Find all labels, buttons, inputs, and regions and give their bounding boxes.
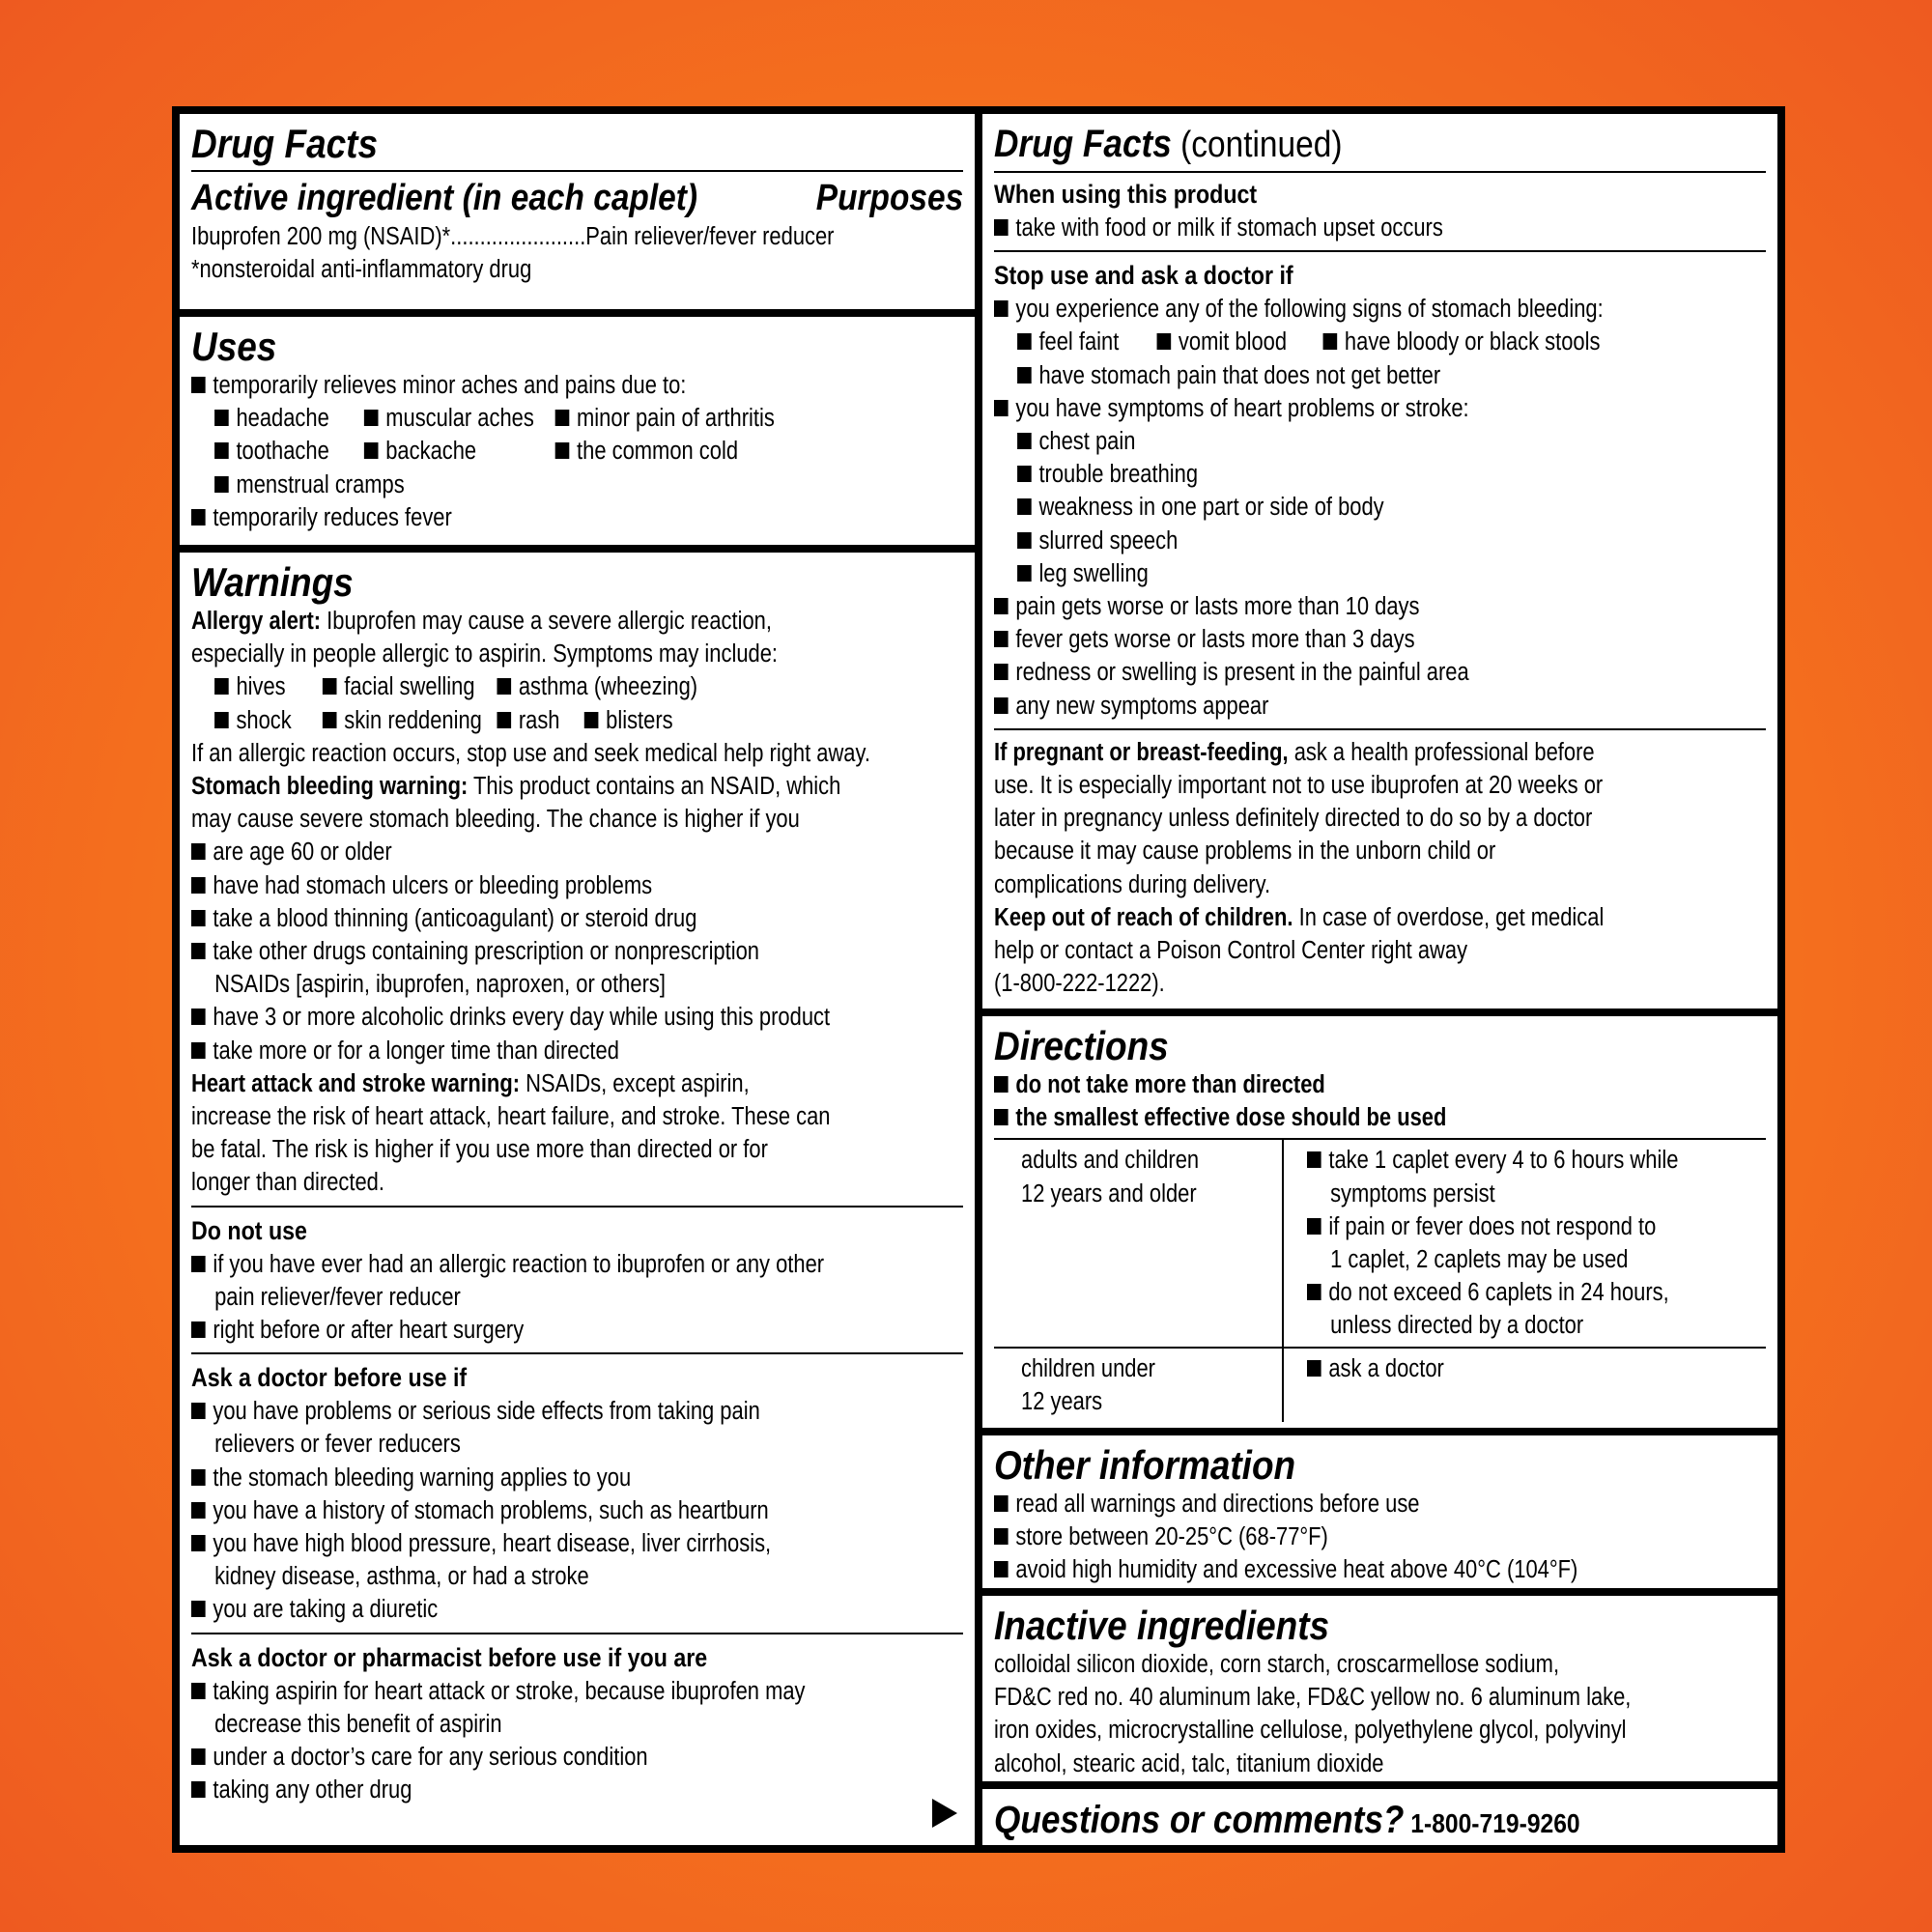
inactive-ingredients-text: alcohol, stearic acid, talc, titanium dioxide: [994, 1749, 1384, 1777]
questions-label: Questions or comments?: [994, 1799, 1405, 1841]
bullet-square-icon: [1017, 433, 1032, 449]
stomach-item: have 3 or more alcoholic drinks every day while using this product: [213, 1004, 831, 1032]
divider: [191, 1352, 963, 1354]
divider: [191, 1633, 963, 1634]
uses-sub-item: minor pain of arthritis: [577, 405, 775, 433]
bullet-square-icon: [994, 300, 1009, 317]
bullet-square-icon: [214, 712, 229, 728]
symptom-item: facial swelling: [344, 673, 475, 701]
dosage-age-group: 12 years: [1021, 1387, 1103, 1415]
bullet-square-icon: [1307, 1151, 1321, 1168]
bullet-square-icon: [1017, 466, 1032, 482]
allergy-alert-text: especially in people allergic to aspirin. Symptoms may include:: [191, 640, 779, 668]
bullet-square-icon: [191, 910, 206, 926]
uses-sub-item: menstrual cramps: [236, 470, 405, 498]
bullet-square-icon: [214, 476, 229, 493]
bullet-square-icon: [191, 1009, 206, 1025]
dosage-age-group: adults and children: [1021, 1147, 1200, 1175]
bullet-square-icon: [191, 1535, 206, 1551]
stop-use-item: you experience any of the following signs of stomach bleeding:: [1015, 296, 1604, 324]
bullet-square-icon: [994, 1528, 1009, 1545]
bullet-square-icon: [191, 1256, 206, 1272]
when-using-heading: When using this product: [994, 180, 1258, 209]
directions-item: do not take more than directed: [1015, 1071, 1325, 1098]
ask-doctor-item-cont: relievers or fever reducers: [214, 1431, 461, 1459]
pregnancy-text: later in pregnancy unless definitely directed to do so by a doctor: [994, 805, 1593, 833]
dosage-age-group: 12 years and older: [1021, 1179, 1197, 1208]
keep-out-text: In case of overdose, get medical: [1293, 903, 1605, 931]
heart-warning-label: Heart attack and stroke warning:: [191, 1069, 521, 1097]
bullet-square-icon: [1017, 367, 1032, 384]
ask-doctor-item: the stomach bleeding warning applies to you: [213, 1463, 632, 1492]
bullet-square-icon: [994, 697, 1009, 714]
pregnancy-text: because it may cause problems in the unborn child or: [994, 838, 1496, 866]
stop-use-sub-item: vomit blood: [1178, 328, 1288, 356]
active-ingredient-heading: Active ingredient (in each caplet): [191, 178, 698, 218]
bullet-square-icon: [214, 410, 229, 426]
uses-item: temporarily relieves minor aches and pains due to:: [213, 372, 687, 399]
stop-use-item: fever gets worse or lasts more than 3 days: [1015, 626, 1415, 654]
other-information-item: avoid high humidity and excessive heat above 40°C (104°F): [1015, 1556, 1578, 1584]
keep-out-label: Keep out of reach of children.: [994, 903, 1293, 931]
inactive-ingredients-box: [982, 1596, 1777, 1781]
bullet-square-icon: [1157, 333, 1172, 350]
symptom-item: hives: [236, 673, 286, 701]
bullet-square-icon: [364, 442, 379, 459]
allergy-alert-text: Ibuprofen may cause a severe allergic reaction,: [321, 608, 772, 635]
stop-use-sub-item: have stomach pain that does not get better: [1038, 361, 1441, 389]
bullet-square-icon: [555, 410, 570, 426]
dosage-table: [994, 1140, 1766, 1422]
bullet-square-icon: [1307, 1360, 1321, 1377]
other-information-item: store between 20-25°C (68-77°F): [1015, 1523, 1328, 1551]
directions-heading: Directions: [994, 1023, 1169, 1068]
bullet-square-icon: [497, 712, 511, 728]
dosage-instruction: ask a doctor: [1328, 1354, 1444, 1382]
dosage-instruction-cont: unless directed by a doctor: [1330, 1312, 1584, 1340]
uses-sub-item: toothache: [236, 438, 329, 466]
stomach-item: are age 60 or older: [213, 838, 392, 867]
drug-facts-title: Drug Facts: [191, 121, 379, 166]
symptom-item: rash: [518, 706, 560, 734]
stomach-item: have had stomach ulcers or bleeding problems: [213, 871, 653, 899]
bullet-square-icon: [191, 1683, 206, 1699]
dosage-age-group: children under: [1021, 1354, 1155, 1382]
pregnancy-text: use. It is especially important not to use ibuprofen at 20 weeks or: [994, 772, 1604, 800]
bullet-square-icon: [994, 400, 1009, 416]
allergy-instruction: If an allergic reaction occurs, stop use and seek medical help right away.: [191, 739, 870, 767]
bullet-square-icon: [214, 678, 229, 695]
ask-doctor-item: you have problems or serious side effects from taking pain: [213, 1398, 760, 1426]
drug-facts-title-continued: Drug Facts: [994, 123, 1172, 165]
bullet-square-icon: [191, 377, 206, 393]
stop-use-item: you have symptoms of heart problems or stroke:: [1015, 394, 1469, 422]
stop-use-heading: Stop use and ask a doctor if: [994, 261, 1293, 291]
stop-use-item: redness or swelling is present in the painful area: [1015, 659, 1469, 687]
symptom-item: blisters: [606, 706, 673, 734]
right-column: [982, 114, 1777, 1845]
stomach-warning-label: Stomach bleeding warning:: [191, 773, 469, 801]
uses-box: [180, 317, 975, 545]
bullet-square-icon: [191, 1042, 206, 1059]
nsaid-footnote: *nonsteroidal anti-inflammatory drug: [191, 256, 532, 284]
other-information-heading: Other information: [994, 1442, 1296, 1488]
bullet-square-icon: [497, 678, 511, 695]
bullet-square-icon: [191, 1403, 206, 1419]
stomach-warning-text: may cause severe stomach bleeding. The chance is higher if you: [191, 806, 800, 834]
ingredient-line: Ibuprofen 200 mg (NSAID)*.......................Pain reliever/fever reducer: [191, 223, 835, 250]
uses-sub-item: backache: [385, 438, 477, 466]
ask-doctor-item: you are taking a diuretic: [213, 1596, 439, 1624]
divider: [994, 728, 1766, 730]
bullet-square-icon: [191, 1781, 206, 1798]
dosage-row-children: [994, 1348, 1766, 1422]
ask-doctor-item: you have high blood pressure, heart disease, liver cirrhosis,: [213, 1530, 772, 1558]
symptom-item: asthma (wheezing): [518, 673, 698, 701]
warnings-heading: Warnings: [191, 559, 354, 605]
stomach-item: take more or for a longer time than directed: [213, 1037, 619, 1065]
bullet-square-icon: [1307, 1218, 1321, 1235]
stop-use-sub-item: feel faint: [1038, 328, 1120, 356]
ask-doctor-item: you have a history of stomach problems, such as heartburn: [213, 1496, 769, 1524]
uses-item: temporarily reduces fever: [213, 503, 452, 531]
drug-facts-label: [172, 106, 1785, 1853]
uses-sub-item: headache: [236, 405, 329, 433]
bullet-square-icon: [994, 631, 1009, 647]
inactive-ingredients-heading: Inactive ingredients: [994, 1603, 1330, 1648]
bullet-square-icon: [1017, 333, 1032, 350]
when-using-item: take with food or milk if stomach upset occurs: [1015, 214, 1443, 242]
inactive-ingredients-text: colloidal silicon dioxide, corn starch, croscarmellose sodium,: [994, 1651, 1560, 1678]
bullet-square-icon: [214, 442, 229, 459]
questions-box: [982, 1789, 1777, 1845]
bullet-square-icon: [1017, 532, 1032, 549]
inactive-ingredients-text: iron oxides, microcrystalline cellulose, polyethylene glycol, polyvinyl: [994, 1717, 1627, 1745]
do-not-use-item: right before or after heart surgery: [213, 1317, 525, 1345]
bullet-square-icon: [364, 410, 379, 426]
bullet-square-icon: [1323, 333, 1338, 350]
stomach-item-cont: NSAIDs [aspirin, ibuprofen, naproxen, or others]: [214, 971, 666, 999]
do-not-use-item: if you have ever had an allergic reaction to ibuprofen or any other: [213, 1250, 825, 1278]
bullet-square-icon: [994, 598, 1009, 614]
bullet-square-icon: [1017, 498, 1032, 515]
uses-sub-item: muscular aches: [385, 405, 534, 433]
bullet-square-icon: [1307, 1284, 1321, 1300]
stop-use-item: pain gets worse or lasts more than 10 days: [1015, 593, 1420, 621]
bullet-square-icon: [191, 843, 206, 860]
stomach-warning-text: This product contains an NSAID, which: [468, 773, 841, 801]
stop-use-sub-item: have bloody or black stools: [1344, 328, 1601, 356]
keep-out-text: help or contact a Poison Control Center right away: [994, 937, 1468, 965]
left-column: [180, 114, 975, 1845]
bullet-square-icon: [994, 1495, 1009, 1512]
directions-item: the smallest effective dose should be used: [1015, 1104, 1447, 1132]
bullet-square-icon: [191, 943, 206, 959]
ask-pharmacist-item: under a doctor’s care for any serious condition: [213, 1744, 648, 1772]
uses-heading: Uses: [191, 324, 277, 369]
warnings-continued-box: [982, 114, 1777, 1009]
stop-use-sub-item: chest pain: [1038, 428, 1136, 456]
stop-use-sub-item: slurred speech: [1038, 526, 1179, 554]
warnings-box: [180, 553, 975, 1845]
dosage-row-adults: [994, 1140, 1766, 1347]
divider: [994, 250, 1766, 252]
ask-doctor-heading: Ask a doctor before use if: [191, 1363, 468, 1393]
other-information-item: read all warnings and directions before use: [1015, 1491, 1420, 1518]
uses-sub-item: the common cold: [577, 438, 739, 466]
bullet-square-icon: [584, 712, 599, 728]
ask-pharmacist-item: taking aspirin for heart attack or stroke, because ibuprofen may: [213, 1677, 806, 1705]
divider: [191, 170, 963, 172]
ask-pharmacist-item-cont: decrease this benefit of aspirin: [214, 1710, 502, 1738]
bullet-square-icon: [191, 1748, 206, 1765]
heart-warning-text: NSAIDs, except aspirin,: [520, 1069, 750, 1097]
bullet-square-icon: [994, 219, 1009, 236]
ask-pharmacist-item: taking any other drug: [213, 1776, 412, 1804]
directions-box: [982, 1016, 1777, 1428]
pregnancy-label: If pregnant or breast-feeding,: [994, 738, 1289, 766]
do-not-use-item-cont: pain reliever/fever reducer: [214, 1283, 461, 1311]
bullet-square-icon: [191, 1469, 206, 1486]
active-ingredient-box: [180, 114, 975, 309]
ask-doctor-item-cont: kidney disease, asthma, or had a stroke: [214, 1563, 589, 1591]
heart-warning-text: longer than directed.: [191, 1169, 384, 1197]
do-not-use-heading: Do not use: [191, 1215, 307, 1245]
poison-control-number: (1-800-222-1222).: [994, 970, 1165, 998]
heart-warning-text: increase the risk of heart attack, heart failure, and stroke. These can: [191, 1103, 831, 1131]
stop-use-item: any new symptoms appear: [1015, 692, 1269, 720]
bullet-square-icon: [191, 509, 206, 526]
dosage-instruction: take 1 caplet every 4 to 6 hours while: [1328, 1147, 1679, 1175]
other-information-box: [982, 1435, 1777, 1588]
stomach-item: take other drugs containing prescription or nonprescription: [213, 938, 759, 966]
stop-use-sub-item: weakness in one part or side of body: [1038, 494, 1384, 522]
pregnancy-text: complications during delivery.: [994, 870, 1271, 898]
ask-pharmacist-heading: Ask a doctor or pharmacist before use if you are: [191, 1642, 708, 1672]
dosage-instruction: do not exceed 6 caplets in 24 hours,: [1328, 1279, 1669, 1307]
questions-phone: 1-800-719-9260: [1404, 1808, 1580, 1838]
inactive-ingredients-text: FD&C red no. 40 aluminum lake, FD&C yellow no. 6 aluminum lake,: [994, 1684, 1632, 1712]
purposes-heading: Purposes: [815, 178, 963, 218]
allergy-alert-label: Allergy alert:: [191, 608, 322, 635]
bullet-square-icon: [994, 1076, 1009, 1093]
dosage-instruction: if pain or fever does not respond to: [1328, 1212, 1657, 1240]
bullet-square-icon: [994, 1109, 1009, 1125]
bullet-square-icon: [323, 712, 337, 728]
symptom-item: shock: [236, 706, 292, 734]
bullet-square-icon: [323, 678, 337, 695]
bullet-square-icon: [191, 1321, 206, 1338]
continue-arrow-icon: [932, 1799, 957, 1828]
dosage-instruction-cont: symptoms persist: [1330, 1179, 1495, 1208]
bullet-square-icon: [994, 1561, 1009, 1577]
dosage-instruction-cont: 1 caplet, 2 caplets may be used: [1330, 1246, 1629, 1274]
stomach-item: take a blood thinning (anticoagulant) or steroid drug: [213, 904, 697, 932]
pregnancy-text: ask a health professional before: [1288, 738, 1595, 766]
symptom-item: skin reddening: [344, 706, 482, 734]
stop-use-sub-item: trouble breathing: [1038, 461, 1199, 489]
bullet-square-icon: [555, 442, 570, 459]
continued-label: (continued): [1171, 125, 1343, 165]
bullet-square-icon: [191, 877, 206, 894]
bullet-square-icon: [191, 1601, 206, 1617]
stop-use-sub-item: leg swelling: [1038, 559, 1149, 587]
heart-warning-text: be fatal. The risk is higher if you use more than directed or for: [191, 1136, 768, 1164]
bullet-square-icon: [1017, 565, 1032, 582]
bullet-square-icon: [191, 1502, 206, 1519]
divider: [994, 171, 1766, 173]
bullet-square-icon: [994, 664, 1009, 680]
divider: [191, 1206, 963, 1208]
